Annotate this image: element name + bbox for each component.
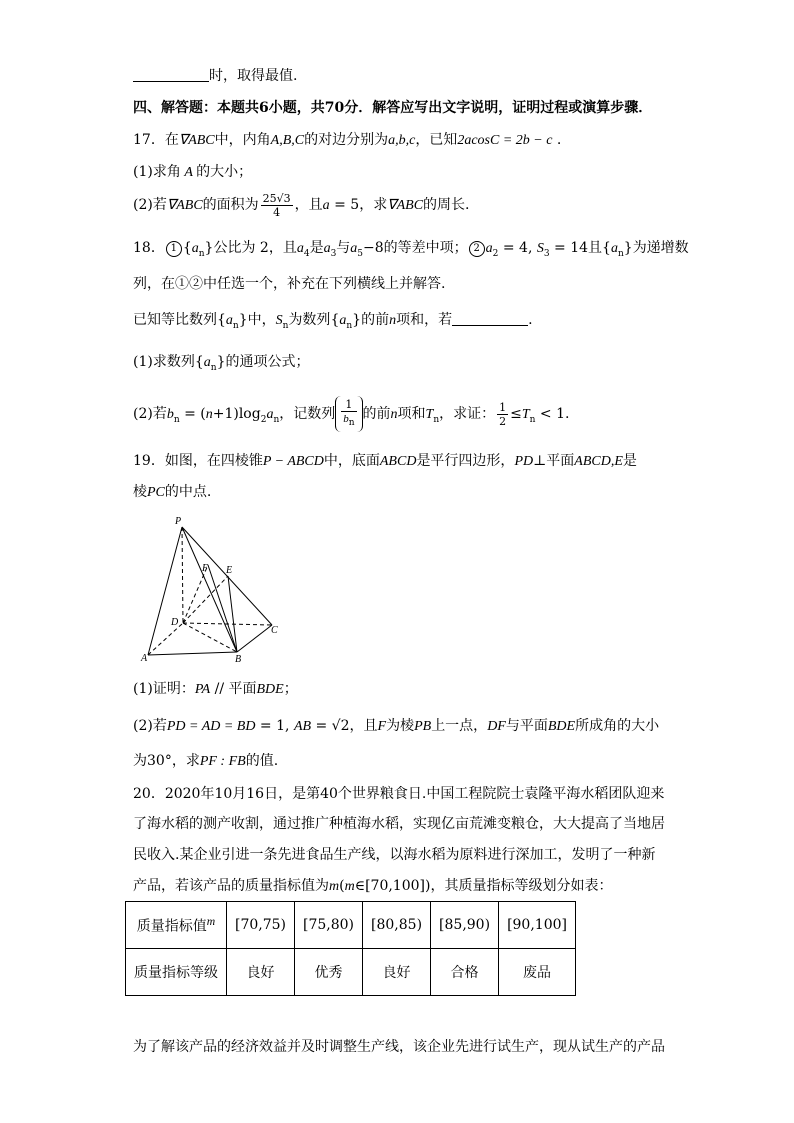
table-header-cell: 质量指标值$^m$ (126, 902, 227, 949)
table-cell: 良好 (227, 949, 295, 996)
table-cell: 废品 (499, 949, 576, 996)
label-C: C (271, 625, 278, 636)
label-B: B (235, 654, 242, 665)
table-cell: 优秀 (295, 949, 363, 996)
line-blank-answer: 时，取得最值. (133, 66, 297, 86)
q20-line2: 了海水稻的测产收割，通过推广种植海水稻，实现亿亩荒滩变粮仓，大大提高了当地居 (133, 816, 665, 832)
q18-answer-blank[interactable] (452, 311, 528, 326)
table-cell: [85,90) (431, 902, 499, 949)
quality-grade-table (125, 901, 576, 996)
q18-part1: (1)求数列$\{a_n\}$的通项公式； (133, 354, 310, 373)
q18-part2: (2)若$b_n = (n+1)\log_2a_n$，记数列 $\frac{1}{b_n}$ 的前n项和$T_n$，求证： $\frac{1}{2}$ $\le T_n < 1$. (133, 396, 569, 438)
q17-stem: 17．在∇ABC中，内角A,B,C的对边分别为a,b,c，已知2acosC = 2b − c . (133, 132, 562, 148)
q20-line3: 民收入.某企业引进一条先进食品生产线，以海水稻为原料进行深加工，发明了一种新 (133, 847, 656, 863)
table-cell: [80,85) (363, 902, 431, 949)
q17-part1: (1)求角 A 的大小； (133, 164, 253, 180)
q19-part1: (1)证明：PA // 平面BDE； (133, 681, 298, 697)
table-row (126, 949, 576, 996)
q17-part2: (2)若∇ABC的面积为 $\frac{25√3}{4}$ ，且a = 5，求∇ABC的周长. (133, 191, 470, 219)
q18-stem: 18． 1 $\{a_n\}$公比为 2，且$a_4$是$a_3$与$a_5-8$的等差中项； 2 $a_2 = 4$, $S_3 = 14$且$\{a_n\}$为递增数 (133, 240, 689, 259)
table-cell: [70,75) (227, 902, 295, 949)
table-cell: 合格 (431, 949, 499, 996)
table-cell: [90,100] (499, 902, 576, 949)
q19-part2: (2)若PD = AD = BD = 1, AB = √2，且F为棱PB上一点，DF与平面BDE所成角的大小 (133, 718, 660, 734)
q20-line5: 为了解该产品的经济效益并及时调整生产线，该企业先进行试生产，现从试生产的产品 (133, 1039, 665, 1055)
label-D: D (171, 617, 179, 628)
q19-stem: 19．如图，在四棱锥P − ABCD中，底面ABCD是平行四边形，PD⊥平面ABCD,E是 (133, 453, 637, 469)
answer-blank[interactable] (133, 67, 209, 82)
label-P: P (175, 516, 182, 527)
q20-line1: 20．2020年10月16日，是第40个世界粮食日.中国工程院院士袁隆平海水稻团队迎来 (133, 786, 665, 802)
q19-part2-2: 为30°，求PF : FB的值. (133, 753, 279, 769)
table-header-cell: 质量指标等级 (126, 949, 227, 996)
q18-stem-3: 已知等比数列$\{a_n\}$中，$S_n$为数列$\{a_n\}$的前n项和，若 . (133, 312, 533, 331)
q18-stem-2: 列，在①②中任选一个，补充在下列横线上并解答. (133, 276, 446, 292)
table-cell: 良好 (363, 949, 431, 996)
label-F: F (202, 563, 209, 574)
q20-line4: 产品，若该产品的质量指标值为m(m∈[70,100])，其质量指标等级划分如表： (133, 878, 613, 894)
table-cell: [75,80) (295, 902, 363, 949)
table-row (126, 902, 576, 949)
label-E: E (226, 565, 233, 576)
section-heading: 四、解答题：本题共6小题，共70分．解答应写出文字说明，证明过程或演算步骤． (133, 100, 653, 116)
label-A: A (141, 653, 148, 664)
pyramid-figure (140, 515, 290, 669)
q19-stem-2: 棱PC的中点. (133, 484, 212, 500)
